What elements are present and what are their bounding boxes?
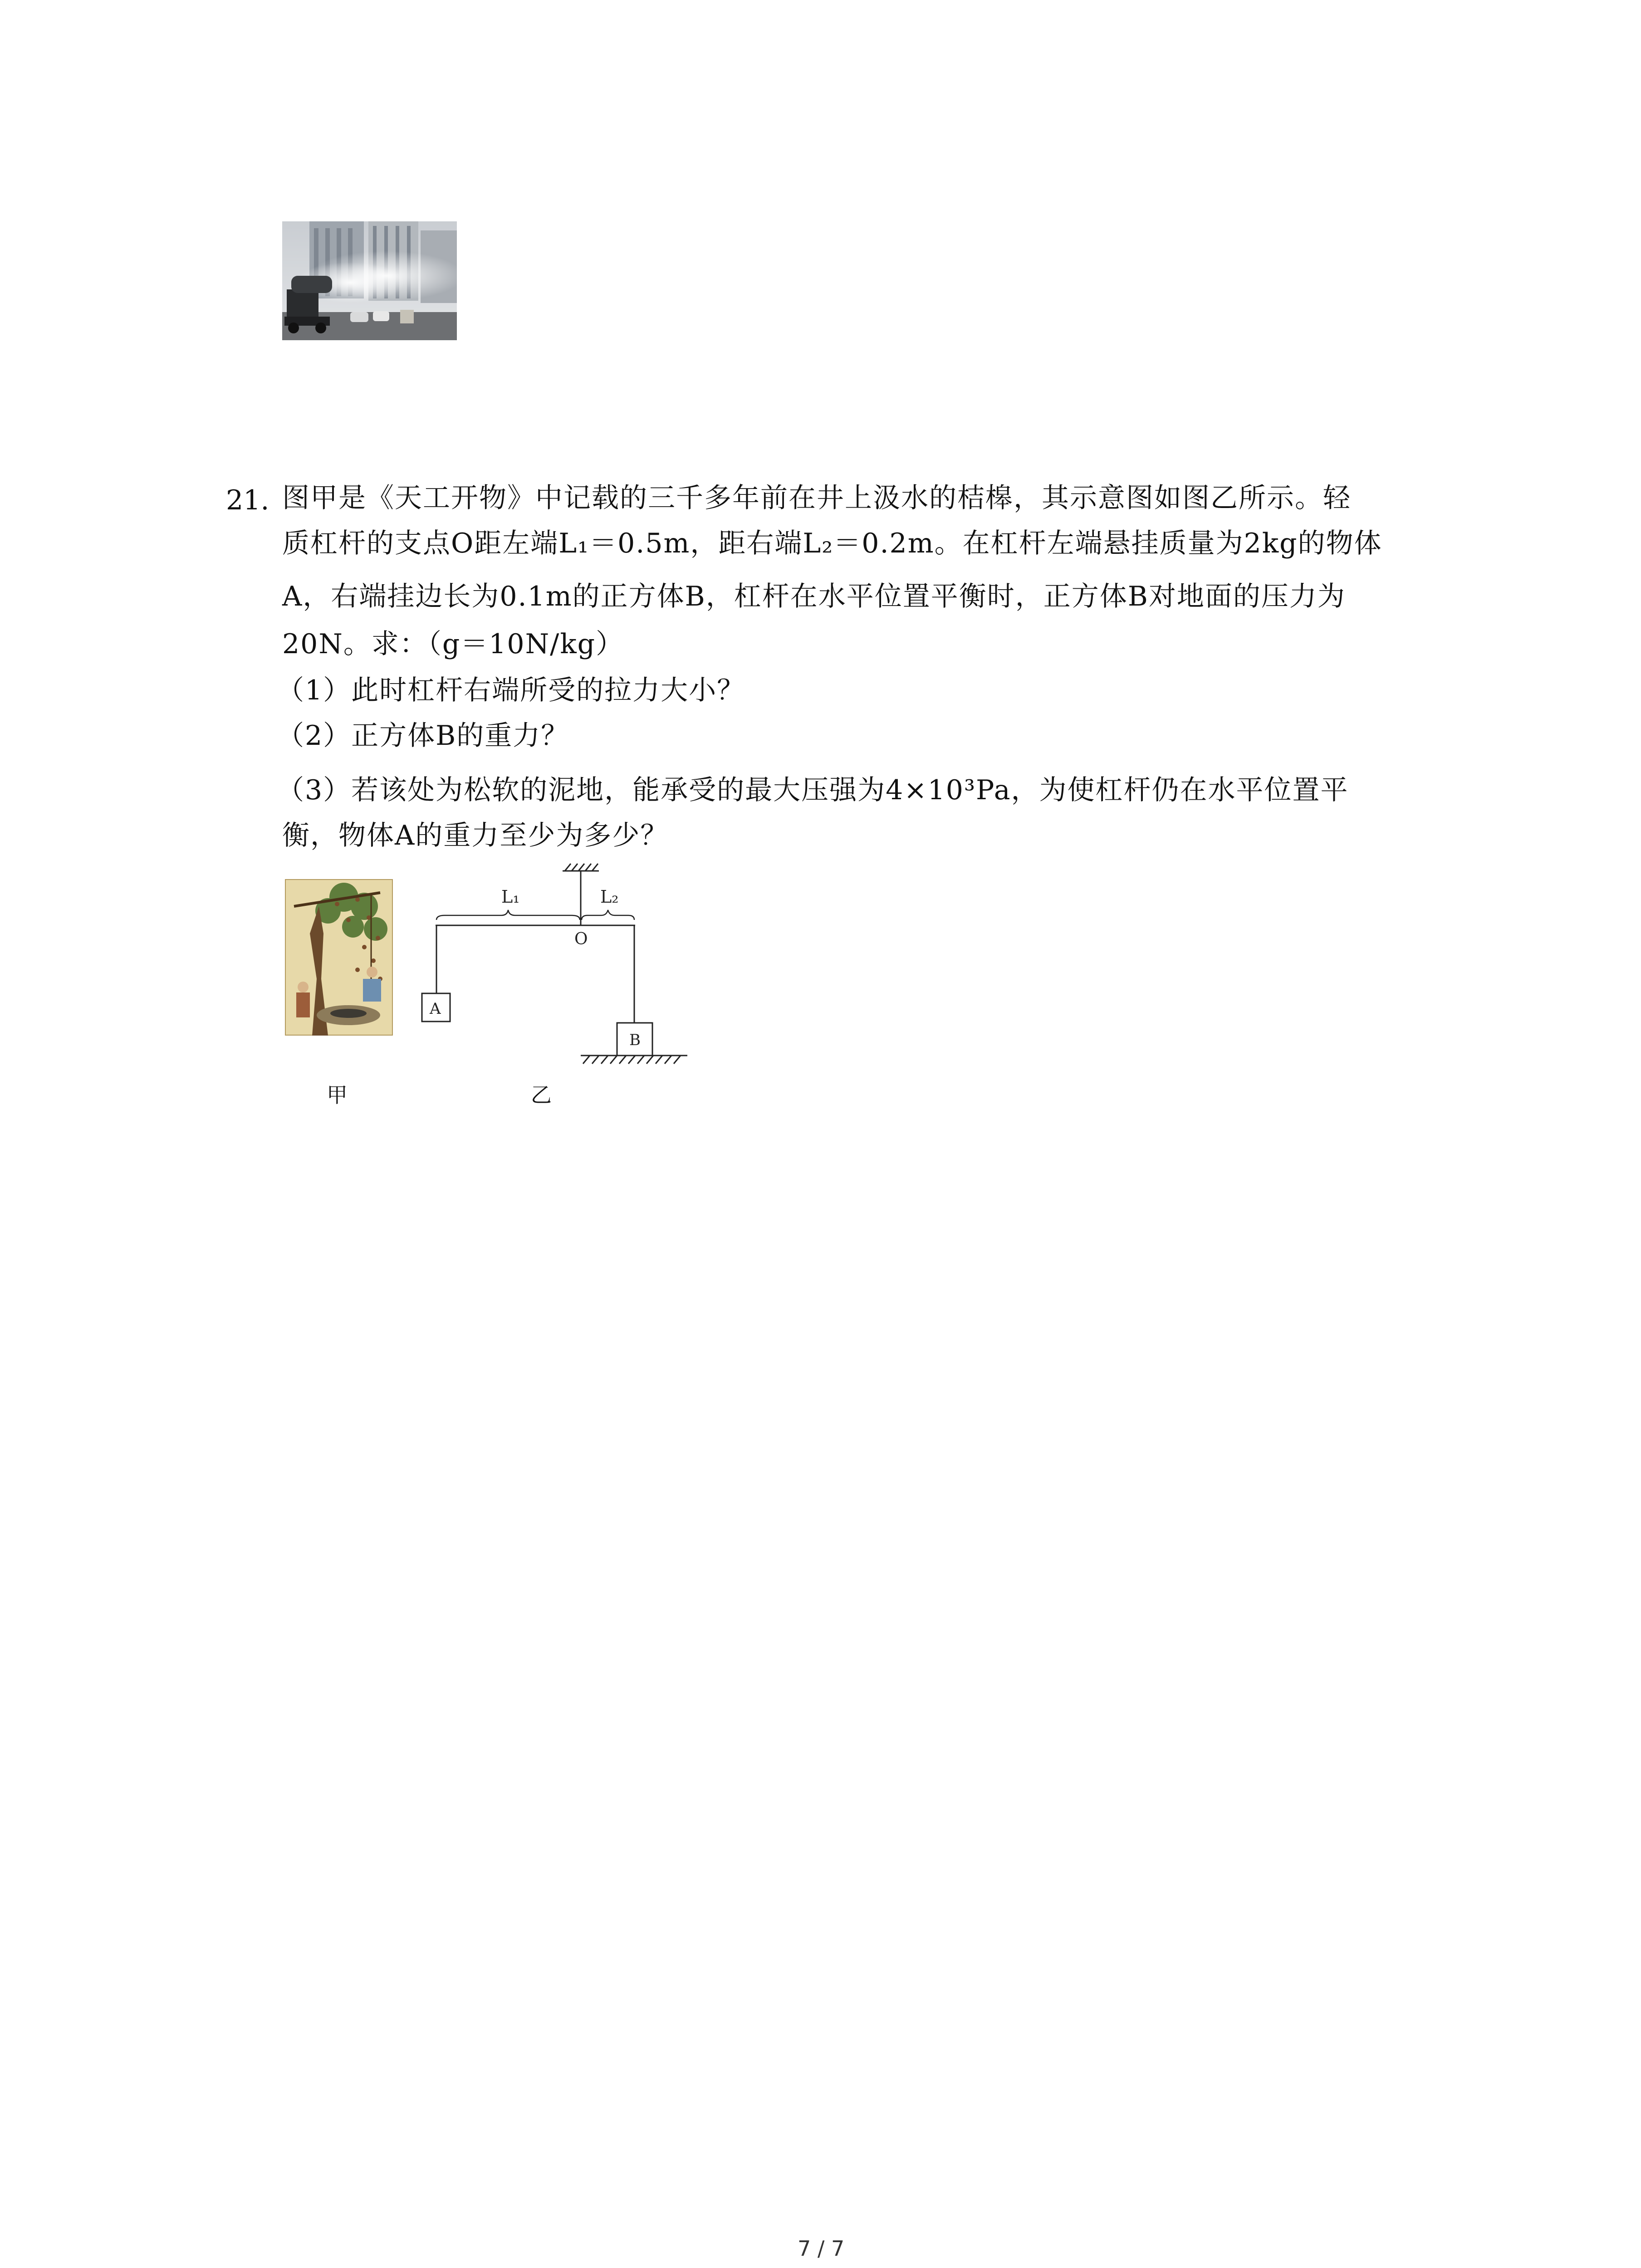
question-number: 21. xyxy=(226,484,269,516)
label-O: O xyxy=(574,930,588,948)
lever-diagram xyxy=(408,857,703,1070)
ceiling-support xyxy=(563,864,599,925)
caption-jia: 甲 xyxy=(327,1083,348,1107)
label-A: A xyxy=(430,1000,441,1018)
mist-truck-photo xyxy=(282,221,457,340)
sub-question-3-line-1: （3）若该处为松软的泥地，能承受的最大压强为4×10³Pa，为使杠杆仍在水平位置平 xyxy=(277,774,1349,806)
label-L2: L₂ xyxy=(600,887,619,907)
sub-question-2: （2）正方体B的重力？ xyxy=(277,720,569,752)
brace-L1 xyxy=(436,910,580,920)
sub-question-3-line-2: 衡，物体A的重力至少为多少？ xyxy=(282,820,669,851)
question-line-2: 质杠杆的支点O距左端L₁＝0.5m，距右端L₂＝0.2m。在杠杆左端悬挂质量为2kg的物体 xyxy=(282,528,1382,559)
question-line-3: A，右端挂边长为0.1m的正方体B，杠杆在水平位置平衡时，正方体B对地面的压力为 xyxy=(282,581,1346,612)
mist-truck-image xyxy=(282,221,457,340)
caption-yi: 乙 xyxy=(531,1083,552,1107)
well-sweep-painting xyxy=(285,879,393,1036)
label-L1: L₁ xyxy=(501,887,520,907)
label-B: B xyxy=(629,1031,641,1049)
question-line-4: 20N。求：（g＝10N/kg） xyxy=(282,628,624,660)
well-sweep-painting-image xyxy=(285,879,393,1036)
sub-question-1: （1）此时杠杆右端所受的拉力大小？ xyxy=(277,675,745,706)
brace-L2 xyxy=(582,910,634,920)
page-number: 7 / 7 xyxy=(798,2236,845,2261)
question-line-1: 图甲是《天工开物》中记载的三千多年前在井上汲水的桔槔，其示意图如图乙所示。轻 xyxy=(282,482,1351,514)
ground xyxy=(581,1056,687,1064)
